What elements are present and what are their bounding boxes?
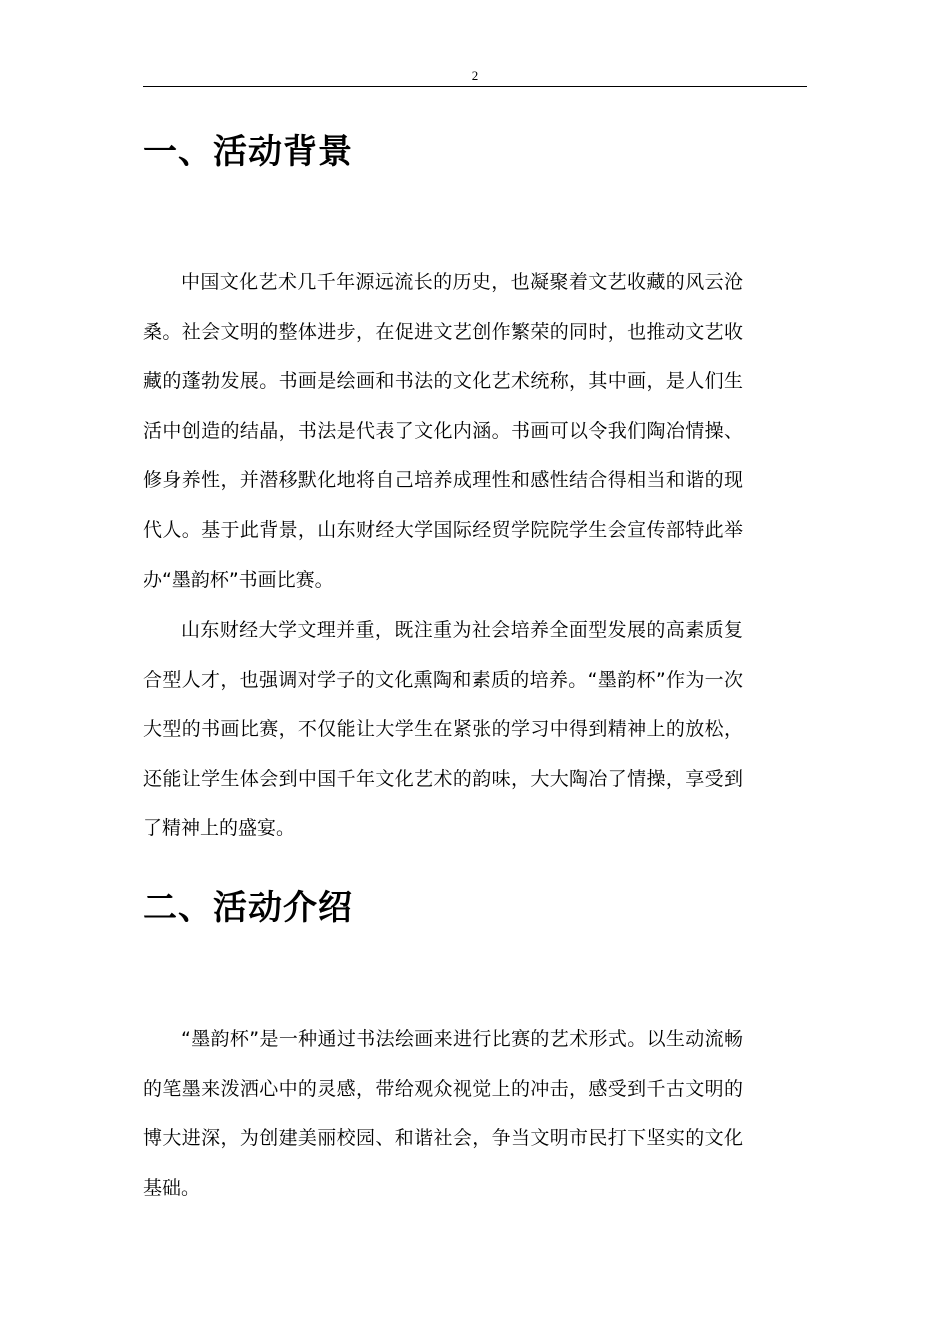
page-number: 2 <box>471 68 479 83</box>
header-rule <box>143 86 807 87</box>
introduction-paragraph-1: “墨韵杯”是一种通过书法绘画来进行比赛的艺术形式。以生动流畅的笔墨来泼洒心中的灵感，带给观众视觉上的冲击，感受到千古文明的博大进深，为创建美丽校园、和谐社会，争当文明市民打下坚实的文化基础。 <box>143 1028 743 1199</box>
background-paragraph-1: 中国文化艺术几千年源远流长的历史，也凝聚着文艺收藏的风云沧桑。社会文明的整体进步，在促进文艺创作繁荣的同时，也推动文艺收藏的蓬勃发展。书画是绘画和书法的文化艺术统称，其中画，是人们生活中创造的结晶，书法是代表了文化内涵。书画可以令我们陶冶情操、修身养性，并潜移默化地将自己培养成理性和感性结合得相当和谐的现代人。基于此背景，山东财经大学国际经贸学院院学生会宣传部特此举办“墨韵杯”书画比赛。 <box>143 271 743 591</box>
section-heading-introduction: 二、活动介绍 <box>143 888 353 928</box>
background-paragraph-2: 山东财经大学文理并重，既注重为社会培养全面型发展的高素质复合型人才，也强调对学子的文化熏陶和素质的培养。“墨韵杯”作为一次大型的书画比赛，不仅能让大学生在紧张的学习中得到精神上的放松，还能让学生体会到中国千年文化艺术的韵味，大大陶冶了情操，享受到了精神上的盛宴。 <box>143 619 743 840</box>
section-heading-background: 一、活动背景 <box>143 132 353 172</box>
